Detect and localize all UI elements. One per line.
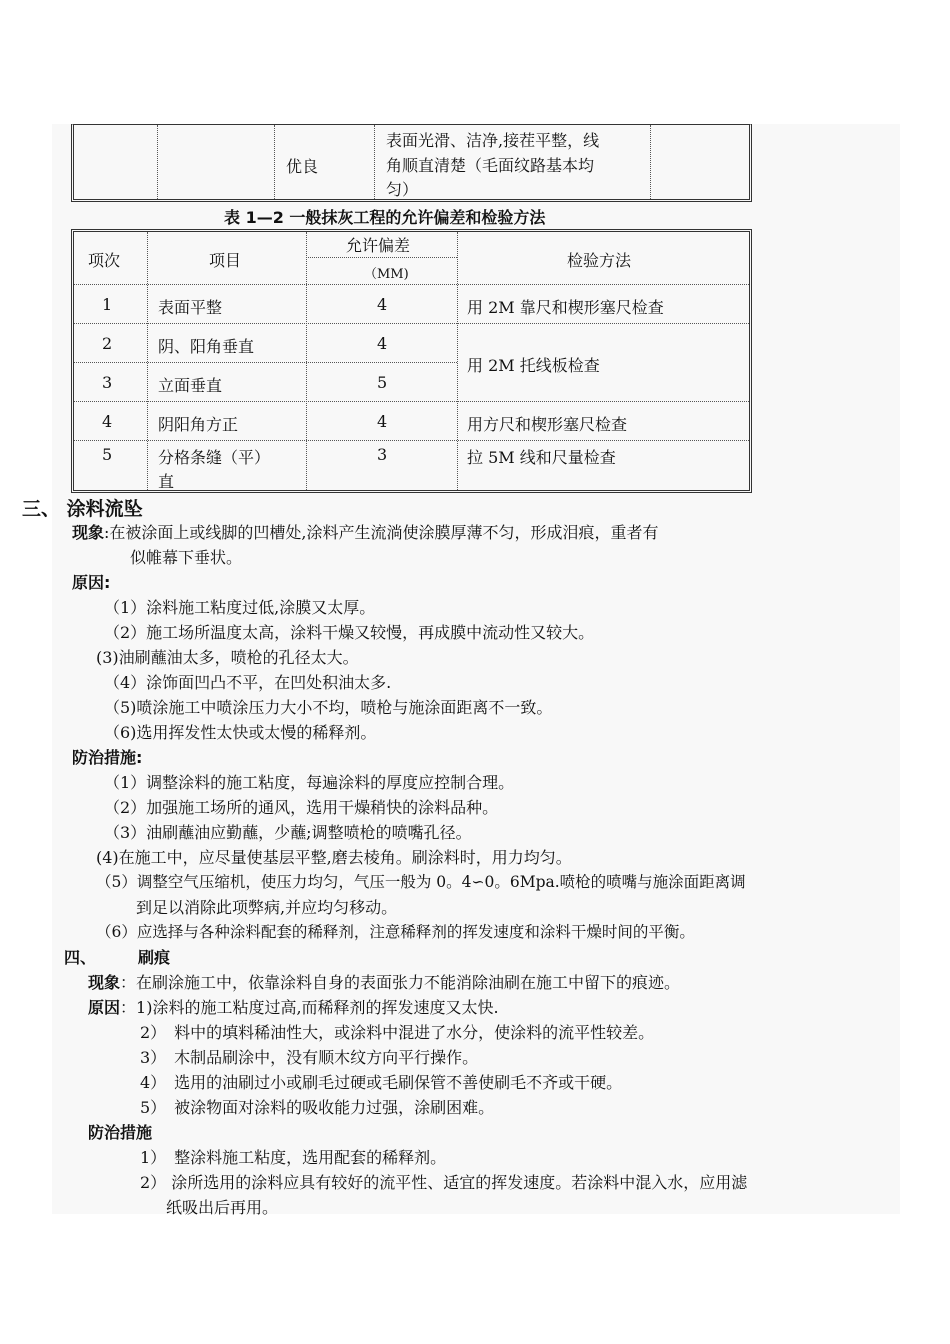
column-divider — [274, 125, 275, 199]
row-tolerance: 4 — [377, 295, 388, 314]
cause-item: (3)油刷蘸油太多，喷枪的孔径太大。 — [96, 648, 359, 667]
section-number: 四、 — [64, 948, 97, 967]
cause-text: ：1)涂料的施工粘度过高,而稀释剂的挥发速度又太快. — [120, 998, 499, 1017]
cause-item: （5)喷涂施工中喷涂压力大小不均，喷枪与施涂面距离不一致。 — [104, 698, 553, 717]
column-divider — [157, 125, 158, 199]
row-divider — [74, 401, 749, 402]
column-divider — [147, 232, 148, 490]
header-unit: （MM) — [364, 267, 409, 282]
phenomenon-cont: 似帷幕下垂状。 — [130, 548, 243, 567]
row-tolerance: 3 — [377, 445, 388, 464]
row-no: 2 — [102, 334, 113, 353]
section-heading: 三、 涂料流坠 — [22, 498, 143, 520]
row-item: 表面平整 — [158, 298, 223, 317]
cause-item: （4）涂饰面凹凸不平，在凹处积油太多. — [104, 673, 392, 692]
row-tolerance: 4 — [377, 334, 388, 353]
row-item: 分格条缝（平） — [158, 448, 271, 467]
standard-line: 匀） — [386, 180, 419, 199]
measure-label: 防治措施: — [72, 748, 143, 767]
column-divider — [374, 125, 375, 199]
phenomenon-text: ：在刷涂施工中，依靠涂料自身的表面张力不能消除油刷在施工中留下的痕迹。 — [120, 973, 681, 992]
table-title: 表 1—2 一般抹灰工程的允许偏差和检验方法 — [224, 208, 546, 227]
cause-item: （1）涂料施工粘度过低,涂膜又太厚。 — [104, 598, 376, 617]
cause-item: （6)选用挥发性太快或太慢的稀释剂。 — [104, 723, 377, 742]
row-divider — [74, 284, 749, 285]
phenomenon-label: 现象 — [88, 973, 121, 992]
column-divider — [650, 125, 651, 199]
cause-item: 5） 被涂物面对涂料的吸收能力过强，涂刷困难。 — [140, 1098, 495, 1117]
row-item-cont: 直 — [158, 472, 175, 491]
previous-table-fragment — [71, 124, 752, 202]
row-divider — [74, 362, 457, 363]
measure-item: （2）加强施工场所的通风，选用干燥稍快的涂料品种。 — [104, 798, 499, 817]
header-item: 项目 — [209, 251, 242, 270]
row-method: 用方尺和楔形塞尺检查 — [467, 415, 628, 434]
row-item: 立面垂直 — [158, 376, 223, 395]
cause-paragraph — [88, 995, 499, 1018]
section-heading: 刷痕 — [138, 948, 171, 967]
row-no: 4 — [102, 412, 113, 431]
row-method: 用 2M 靠尺和楔形塞尺检查 — [467, 298, 664, 317]
phenomenon-label: 现象 — [72, 523, 105, 542]
row-divider — [306, 257, 457, 258]
grade-cell: 优良 — [286, 157, 319, 176]
measure-label: 防治措施 — [88, 1123, 153, 1142]
phenomenon-text: :在被涂面上或线脚的凹槽处,涂料产生流淌使涂膜厚薄不匀，形成泪痕，重者有 — [104, 523, 659, 542]
row-method: 拉 5M 线和尺量检查 — [467, 448, 616, 467]
header-method: 检验方法 — [567, 251, 632, 270]
measure-item: （1）调整涂料的施工粘度，每遍涂料的厚度应控制合理。 — [104, 773, 515, 792]
row-divider — [74, 440, 749, 441]
standard-line: 角顺直清楚（毛面纹路基本均 — [386, 156, 595, 175]
cause-item: （2）施工场所温度太高，涂料干燥又较慢，再成膜中流动性又较大。 — [104, 623, 595, 642]
measure-item: （3）油刷蘸油应勤蘸，少蘸;调整喷枪的喷嘴孔径。 — [104, 823, 472, 842]
column-divider — [306, 232, 307, 490]
header-no: 项次 — [88, 251, 121, 270]
phenomenon-paragraph — [88, 970, 680, 993]
row-tolerance: 5 — [377, 373, 388, 392]
measure-item: 2） 涂所选用的涂料应具有较好的流平性、适宜的挥发速度。若涂料中混入水，应用滤 — [140, 1173, 748, 1192]
column-divider — [457, 232, 458, 490]
measure-item: 1） 整涂料施工粘度，选用配套的稀释剂。 — [140, 1148, 447, 1167]
row-item: 阴、阳角垂直 — [158, 337, 255, 356]
phenomenon-paragraph — [72, 520, 659, 543]
tolerance-table — [71, 229, 752, 493]
row-method: 用 2M 托线板检查 — [467, 356, 600, 375]
measure-item: (4)在施工中，应尽量使基层平整,磨去棱角。刷涂料时，用力均匀。 — [96, 848, 572, 867]
measure-item-cont: 到足以消除此项弊病,并应均匀移动。 — [136, 898, 398, 917]
cause-item: 2） 料中的填料稀油性大，或涂料中混进了水分，使涂料的流平性较差。 — [140, 1023, 655, 1042]
cause-label: 原因 — [88, 998, 121, 1017]
row-no: 1 — [102, 295, 113, 314]
row-no: 3 — [102, 373, 113, 392]
cause-item: 4） 选用的油刷过小或刷毛过硬或毛刷保管不善使刷毛不齐或干硬。 — [140, 1073, 623, 1092]
row-tolerance: 4 — [377, 412, 388, 431]
measure-item: （6）应选择与各种涂料配套的稀释剂，注意稀释剂的挥发速度和涂料干燥时间的平衡。 — [96, 923, 695, 941]
standard-line: 表面光滑、洁净,接茬平整，线 — [386, 131, 600, 150]
measure-item-cont: 纸吸出后再用。 — [166, 1198, 279, 1217]
cause-label: 原因: — [72, 573, 111, 592]
row-no: 5 — [102, 445, 113, 464]
cause-item: 3） 木制品刷涂中，没有顺木纹方向平行操作。 — [140, 1048, 479, 1067]
row-divider — [74, 323, 749, 324]
row-item: 阴阳角方正 — [158, 415, 239, 434]
header-tolerance: 允许偏差 — [346, 236, 411, 255]
measure-item: （5）调整空气压缩机，使压力均匀，气压一般为 0。4∽0。6Mpa.喷枪的喷嘴与施涂面距离调 — [96, 873, 746, 891]
